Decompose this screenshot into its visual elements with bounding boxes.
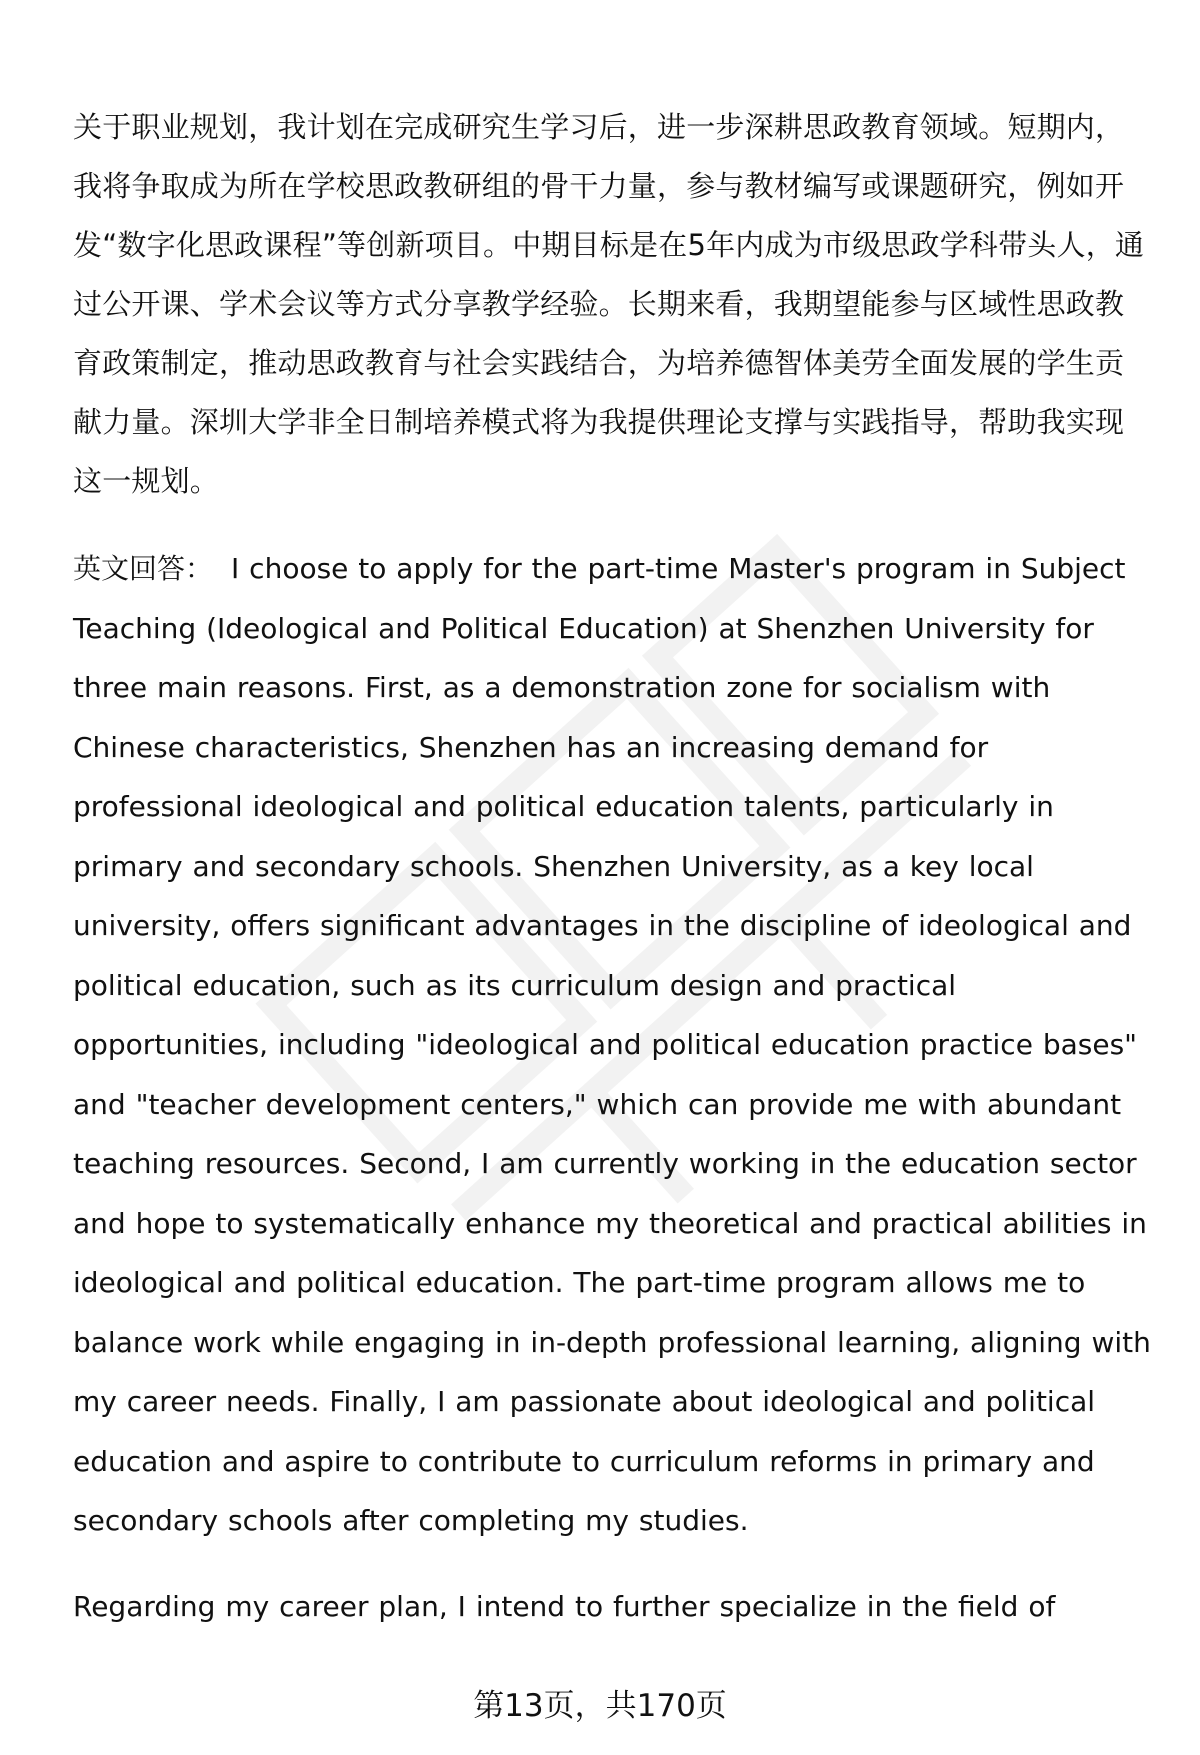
career-plan-cn-paragraph: 关于职业规划，我计划在完成研究生学习后，进一步深耕思政教育领域。短期内，我将争取成为所在学校思政教研组的骨干力量，参与教材编写或课题研究，例如开发“数字化思政课程”等创新项目。中期目标是在5年内成为市级思政学科带头人，通过公开课、学术会议等方式分享教学经验。长期来看，我期望能参与区域性思政教育政策制定，推动思政教育与社会实践结合，为培养德智体美劳全面发展的学生贡献力量。深圳大学非全日制培养模式将为我提供理论支撑与实践指导，帮助我实现这一规划。 — [73, 110, 1145, 498]
page-number-footer: 第13页，共170页 — [473, 1688, 727, 1724]
career-plan-en-paragraph: Regarding my career plan, I intend to further specialize in the field of — [73, 1589, 1056, 1623]
english-answer-text: I choose to apply for the part-time Master's program in Subject Teaching (Ideological and Political Education) at Shenzhen University for three main reasons. First, as a demonstration zone for socialism with Chinese characteristics, Shenzhen has an increasing demand for professional ideological and political education talents, particularly in primary and secondary schools. Shenzhen University, as a key local university, offers significant advantages in the discipline of ideological and political education, such as its curriculum design and practical opportunities, including "ideological and political education practice bases" and "teacher development centers," which can provide me with abundant teaching resources. Second, I am currently working in the education sector and hope to systematically enhance my theoretical and practical abilities in ideological and political education. The part-time program allows me to balance work while engaging in in-depth professional learning, aligning with my career needs. Finally, I am passionate about ideological and political education and aspire to contribute to curriculum reforms in primary and secondary schools after completing my studies. — [73, 552, 1151, 1537]
document-body — [73, 98, 1153, 1662]
english-answer-paragraph — [73, 539, 1153, 1551]
english-answer-label: 英文回答： — [73, 552, 214, 585]
